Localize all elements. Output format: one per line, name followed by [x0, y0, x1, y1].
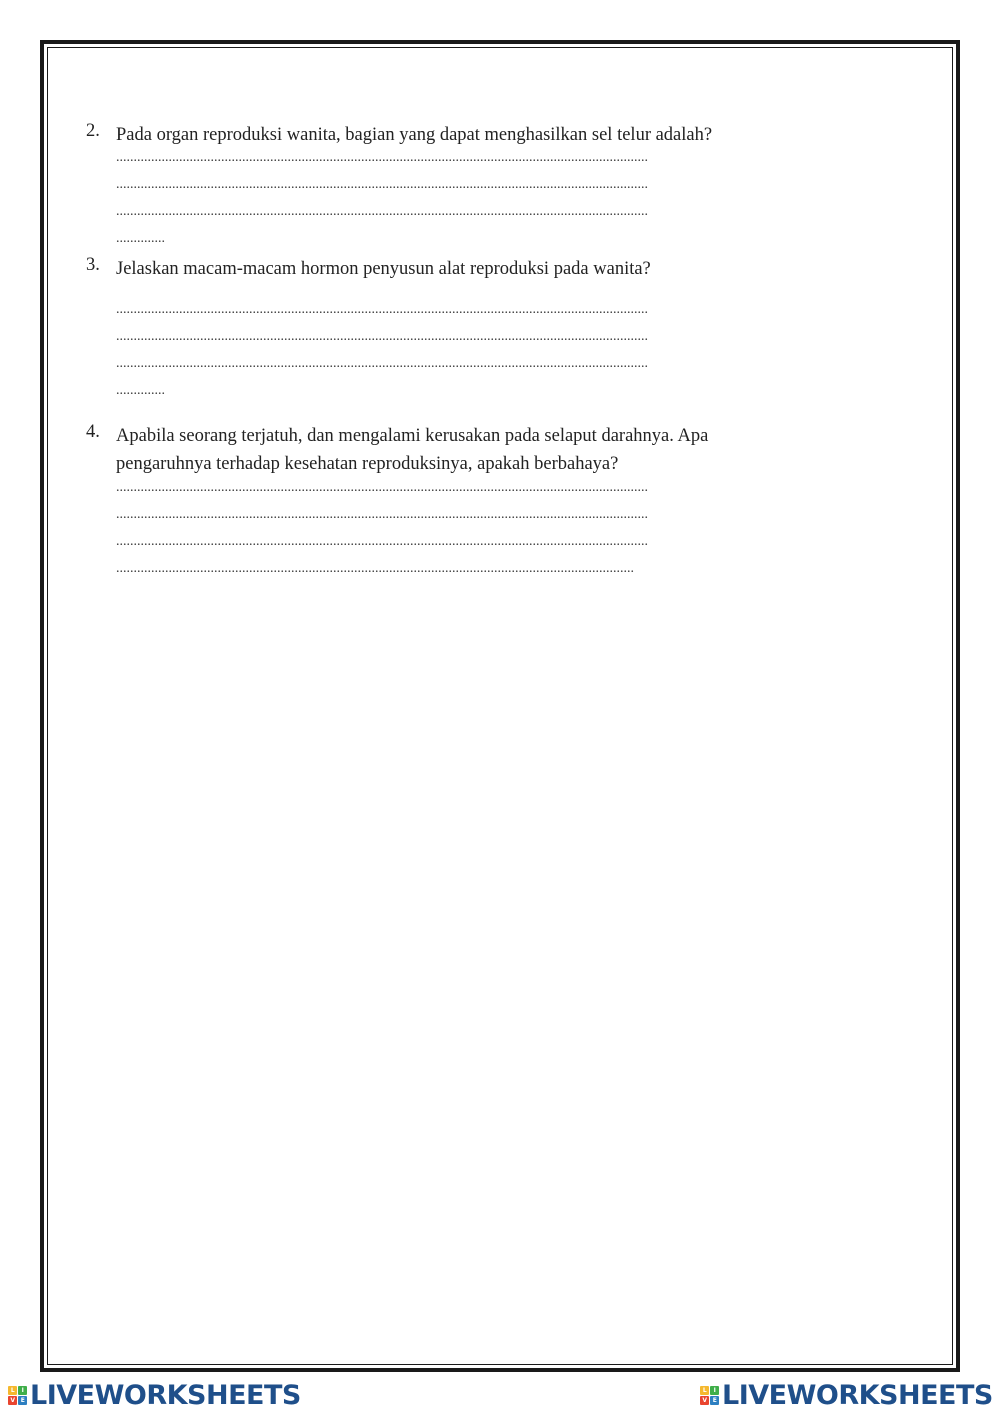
liveworksheets-logo-right [700, 1380, 993, 1411]
question-text: Jelaskan macam-macam hormon penyusun alat reproduksi pada wanita? [116, 259, 651, 279]
answer-line[interactable]: .................................................................................................................................................... [116, 561, 634, 576]
question-number: 2. [86, 121, 100, 141]
answer-line[interactable]: ........................................................................................................................................................ [116, 356, 648, 371]
logo-grid-icon: L I V E [700, 1386, 719, 1405]
answer-line[interactable]: ........................................................................................................................................................ [116, 302, 648, 317]
answer-line[interactable]: ........................................................................................................................................................ [116, 177, 648, 192]
answer-line[interactable]: ........................................................................................................................................................ [116, 534, 648, 549]
question-text-line-2: pengaruhnya terhadap kesehatan reproduksinya, apakah berbahaya? [116, 454, 619, 474]
logo-text: LIVEWORKSHEETS [722, 1380, 993, 1411]
answer-line[interactable]: .............. [116, 231, 165, 246]
answer-line[interactable]: ........................................................................................................................................................ [116, 150, 648, 165]
logo-grid-icon: L I V E [8, 1386, 27, 1405]
answer-line[interactable]: .............. [116, 383, 165, 398]
answer-line[interactable]: ........................................................................................................................................................ [116, 329, 648, 344]
question-number: 3. [86, 255, 100, 275]
answer-line[interactable]: ........................................................................................................................................................ [116, 204, 648, 219]
question-text-line-1: Apabila seorang terjatuh, dan mengalami kerusakan pada selaput darahnya. Apa [116, 426, 709, 446]
answer-line[interactable]: ........................................................................................................................................................ [116, 480, 648, 495]
question-text: Pada organ reproduksi wanita, bagian yang dapat menghasilkan sel telur adalah? [116, 125, 713, 145]
liveworksheets-logo-left [8, 1380, 301, 1411]
question-number: 4. [86, 422, 100, 442]
logo-text: LIVEWORKSHEETS [30, 1380, 301, 1411]
answer-line[interactable]: ........................................................................................................................................................ [116, 507, 648, 522]
